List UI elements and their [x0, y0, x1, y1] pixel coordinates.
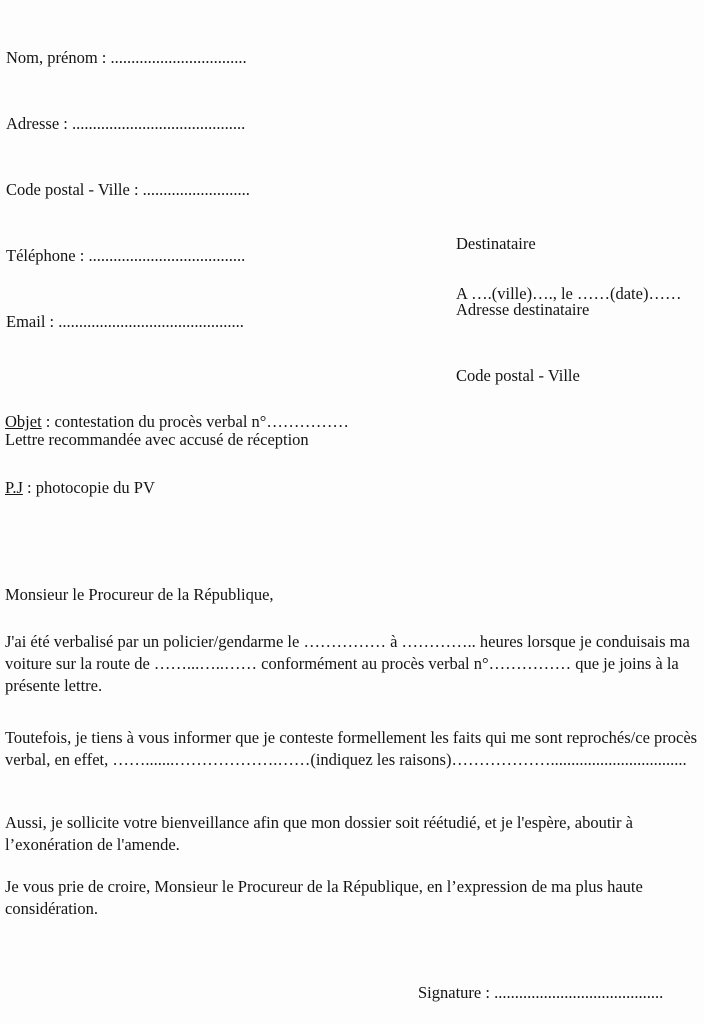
recipient-line-adresse: Adresse destinataire [456, 300, 590, 319]
sender-line-adresse: Adresse : .......................................... [6, 114, 246, 133]
paragraph-formule-politesse: Je vous prie de croire, Monsieur le Procureur de la République, en l’expression de ma plus haute considération. [5, 877, 647, 918]
paragraph-contestation: Toutefois, je tiens à vous informer que je conteste formellement les faits qui me sont reprochés/ce procès verbal, en effet, …….......……………….……(indiquez les raisons)………………................................. [5, 728, 702, 769]
sender-line-email: Email : ............................................. [6, 312, 244, 331]
pj-line [5, 477, 349, 499]
sender-line-telephone: Téléphone : ...................................... [6, 246, 246, 265]
paragraph-demande-exoneration: Aussi, je sollicite votre bienveillance afin que mon dossier soit réétudié, et je l'espère, aboutir à l’exonération de l'amende. [5, 813, 638, 854]
objet-text: : contestation du procès verbal n°…………… [41, 412, 349, 431]
pj-label: P.J [5, 478, 23, 497]
objet-label: Objet [5, 412, 42, 431]
subject-block [5, 367, 349, 543]
recipient-block [456, 189, 589, 431]
sender-line-nom-prenom: Nom, prénom : ................................. [6, 48, 247, 67]
salutation-line: Monsieur le Procureur de la République, [5, 585, 274, 604]
signature-line: Signature : ......................................... [418, 983, 664, 1002]
recipient-line-code-postal-ville: Code postal - Ville [456, 366, 580, 385]
pj-text: : photocopie du PV [22, 478, 155, 497]
sender-block [6, 3, 250, 377]
registered-mail-line: Lettre recommandée avec accusé de réception [5, 430, 309, 449]
sender-line-code-postal-ville: Code postal - Ville : .......................... [6, 180, 250, 199]
place-date-line: A ….(ville)…., le ……(date)…… [456, 284, 682, 303]
paragraph-verbalisation: J'ai été verbalisé par un policier/gendarme le …………… à ………….. heures lorsque je conduisais ma voiture sur la route de ……...…..…… conformément au procès verbal n°…………… que je joins à la présente lettre. [5, 632, 694, 695]
recipient-line-destinataire: Destinataire [456, 234, 536, 253]
